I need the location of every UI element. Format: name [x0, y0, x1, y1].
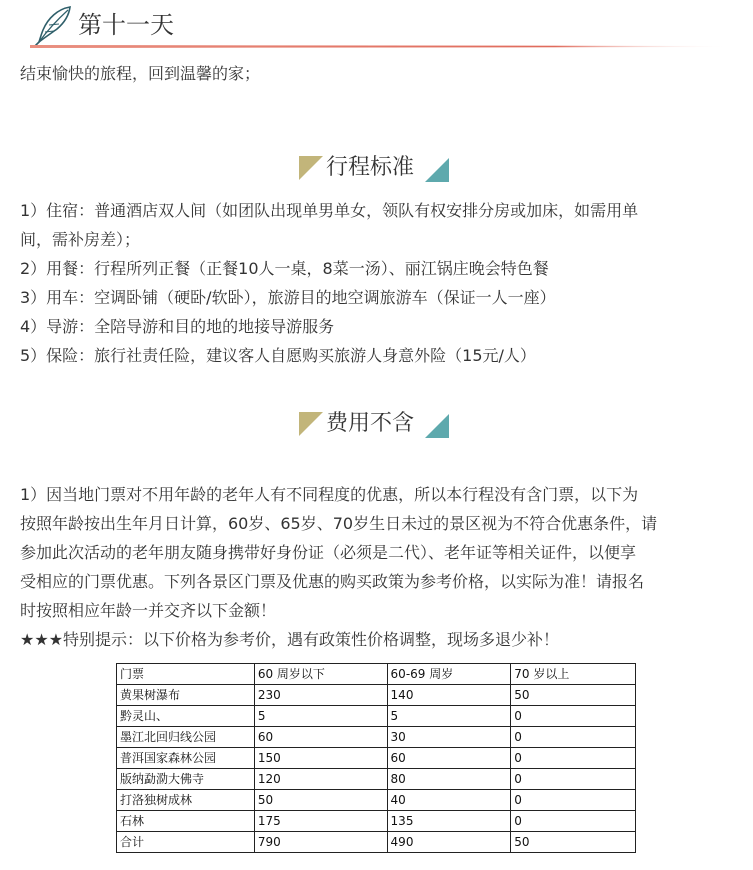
table-cell: 40	[387, 790, 511, 811]
section-heading-excluded	[299, 408, 459, 442]
excluded-line: 参加此次活动的老年朋友随身携带好身份证（必须是二代）、老年证等相关证件，以便享	[20, 543, 637, 562]
olive-triangle-icon	[299, 156, 323, 180]
table-cell: 490	[387, 832, 511, 853]
standard-line: 5）保险：旅行社责任险，建议客人自愿购买旅游人身意外险（15元/人）	[20, 346, 536, 365]
table-cell: 石林	[117, 811, 255, 832]
table-cell: 150	[254, 748, 387, 769]
table-cell: 175	[254, 811, 387, 832]
table-cell: 0	[511, 811, 636, 832]
excluded-text	[20, 480, 732, 654]
table-cell: 墨江北回归线公园	[117, 727, 255, 748]
column-header: 门票	[117, 664, 255, 685]
olive-triangle-icon	[299, 412, 323, 436]
table-cell: 50	[511, 832, 636, 853]
day-header	[30, 4, 730, 48]
table-cell: 合计	[117, 832, 255, 853]
day-title: 第十一天	[78, 11, 174, 39]
table-row	[117, 769, 636, 790]
table-cell: 0	[511, 748, 636, 769]
standard-line: 4）导游：全陪导游和目的地的地接导游服务	[20, 317, 335, 336]
table-cell: 230	[254, 685, 387, 706]
table-cell: 普洱国家森林公园	[117, 748, 255, 769]
table-total-row	[117, 832, 636, 853]
table-cell: 120	[254, 769, 387, 790]
standard-line: 3）用车：空调卧铺（硬卧/软卧），旅游目的地空调旅游车（保证一人一座）	[20, 288, 556, 307]
table-row	[117, 706, 636, 727]
table-cell: 50	[511, 685, 636, 706]
column-header: 70 岁以上	[511, 664, 636, 685]
table-cell: 黄果树瀑布	[117, 685, 255, 706]
table-cell: 30	[387, 727, 511, 748]
table-cell: 60	[387, 748, 511, 769]
column-header: 60 周岁以下	[254, 664, 387, 685]
teal-triangle-icon	[425, 414, 449, 438]
table-cell: 0	[511, 727, 636, 748]
section-title: 行程标准	[326, 155, 415, 180]
table-row	[117, 790, 636, 811]
standard-line: 间，需补房差）；	[20, 230, 141, 249]
table-cell: 打洛独树成林	[117, 790, 255, 811]
standard-line: 1）住宿：普通酒店双人间（如团队出现单男单女，领队有权安排分房或加床，如需用单	[20, 201, 639, 220]
ticket-price-table	[116, 663, 636, 853]
standard-line: 2）用餐：行程所列正餐（正餐10人一桌，8菜一汤）、丽江锅庄晚会特色餐	[20, 259, 549, 278]
table-cell: 140	[387, 685, 511, 706]
title-underline	[30, 45, 730, 48]
table-row	[117, 811, 636, 832]
standard-list	[20, 196, 732, 370]
table-row	[117, 685, 636, 706]
special-notice: ★★★特别提示：以下价格为参考价，遇有政策性价格调整，现场多退少补！	[20, 630, 560, 649]
feather-pen-icon	[30, 4, 76, 48]
table-cell: 5	[254, 706, 387, 727]
table-cell: 版纳勐泐大佛寺	[117, 769, 255, 790]
table-cell: 0	[511, 769, 636, 790]
section-title: 费用不含	[326, 411, 415, 436]
excluded-line: 1）因当地门票对不用年龄的老年人有不同程度的优惠，所以本行程没有含门票，以下为	[20, 485, 639, 504]
table-row	[117, 727, 636, 748]
table-cell: 80	[387, 769, 511, 790]
table-row	[117, 748, 636, 769]
table-header-row	[117, 664, 636, 685]
table-cell: 50	[254, 790, 387, 811]
table-cell: 5	[387, 706, 511, 727]
section-heading-standard	[299, 152, 459, 186]
table-cell: 60	[254, 727, 387, 748]
day-description: 结束愉快的旅程，回到温馨的家；	[20, 64, 261, 83]
table-cell: 790	[254, 832, 387, 853]
table-cell: 0	[511, 706, 636, 727]
excluded-line: 受相应的门票优惠。下列各景区门票及优惠的购买政策为参考价格，以实际为准！请报名	[20, 572, 645, 591]
table-cell: 135	[387, 811, 511, 832]
excluded-line: 时按照相应年龄一并交齐以下金额！	[20, 601, 277, 620]
table-cell: 0	[511, 790, 636, 811]
teal-triangle-icon	[425, 158, 449, 182]
table-cell: 黔灵山、	[117, 706, 255, 727]
excluded-line: 按照年龄按出生年月日计算，60岁、65岁、70岁生日未过的景区视为不符合优惠条件，请	[20, 514, 658, 533]
column-header: 60-69 周岁	[387, 664, 511, 685]
